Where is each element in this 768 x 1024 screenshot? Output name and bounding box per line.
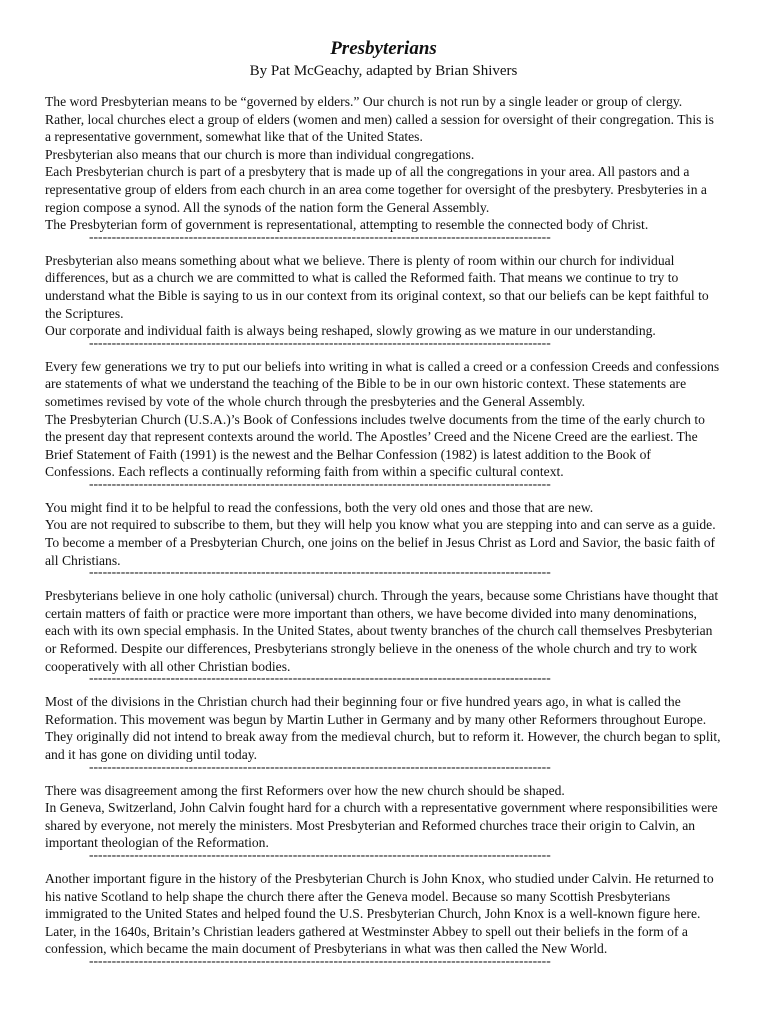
section-divider: ------------------------------------------------------------------------------------------------------ bbox=[89, 564, 551, 580]
paragraph: Presbyterians believe in one holy catholic (universal) church. Through the years, because some Christians have thought that certain matters of faith or practice were more important than others, we have become divided into many denominations, each with its own special emphasis. In the United States, about twenty branches of the church call themselves Presbyterian or Reformed. Despite our differences, Presbyterians strongly believe in the oneness of the whole church and try to work cooperatively with all other Christian bodies. bbox=[45, 588, 719, 674]
document-section bbox=[45, 252, 722, 350]
paragraph: Every few generations we try to put our beliefs into writing in what is called a creed or a confession Creeds and confessions are statements of what we understand the teaching of the Bible to be in our own historic context. These statements are sometimes revised by vote of the whole church through the presbyteries and the General Assembly. bbox=[45, 358, 720, 409]
paragraph: There was disagreement among the first Reformers over how the new church should be shaped. bbox=[45, 782, 565, 798]
paragraph: You might find it to be helpful to read the confessions, both the very old ones and those that are new. bbox=[45, 499, 594, 515]
document-section bbox=[45, 93, 722, 244]
section-divider: ------------------------------------------------------------------------------------------------------ bbox=[89, 334, 551, 350]
document-section bbox=[45, 358, 722, 491]
paragraph: You are not required to subscribe to them, but they will help you know what you are stepping into and can serve as a guide. To become a member of a Presbyterian Church, one joins on the belief in Jesus Christ as Lord and Savior, the basic faith of all Christians. bbox=[45, 517, 716, 568]
section-divider: ------------------------------------------------------------------------------------------------------ bbox=[89, 670, 551, 686]
section-divider: ------------------------------------------------------------------------------------------------------ bbox=[89, 952, 551, 968]
section-divider: ------------------------------------------------------------------------------------------------------ bbox=[89, 758, 551, 774]
document-section bbox=[45, 870, 722, 968]
paragraph: The Presbyterian form of government is representational, attempting to resemble the connected body of Christ. bbox=[45, 217, 649, 233]
document-section bbox=[45, 587, 722, 685]
paragraph: The Presbyterian Church (U.S.A.)’s Book of Confessions includes twelve documents from the time of the early church to the present day that represent contexts around the world. The Apostles’ Creed and the Nicene Creed are the earliest. The Brief Statement of Faith (1991) is the newest and the Belhar Confession (1982) is latest addition to the Book of Confessions. Each reflects a continually reforming faith from within a specific cultural context. bbox=[45, 411, 705, 480]
paragraph: In Geneva, Switzerland, John Calvin fought hard for a church with a representative government where responsibilities were shared by everyone, not merely the ministers. Most Presbyterian and Reformed churches trace their origin to Calvin, an important theologian of the Reformation. bbox=[45, 800, 718, 851]
document-byline: By Pat McGeachy, adapted by Brian Shivers bbox=[249, 63, 518, 79]
paragraph: Another important figure in the history of the Presbyterian Church is John Knox, who studied under Calvin. He returned to his native Scotland to help shape the church there after the Geneva model. Because so many Scottish Presbyterians immigrated to the United States and helped found the U.S. Presbyterian Church, John Knox is a well-known figure here. Later, in the 1640s, Britain’s Christian leaders gathered at Westminster Abbey to spell out their beliefs in the form of a confession, which became the main document of Presbyterians in what was then called the New World. bbox=[45, 870, 714, 957]
paragraph: Presbyterian also means something about what we believe. There is plenty of room within our church for individual differences, but as a church we are committed to what is called the Reformed faith. That means we continue to try to understand what the Bible is saying to us in our context from its original context, so that our beliefs can be kept faithful to the Scriptures. bbox=[45, 252, 709, 321]
document-section bbox=[45, 782, 722, 862]
section-divider: ------------------------------------------------------------------------------------------------------ bbox=[89, 228, 551, 244]
document-section bbox=[45, 499, 722, 579]
paragraph: Our corporate and individual faith is always being reshaped, slowly growing as we mature in our understanding. bbox=[45, 323, 656, 339]
paragraph: Each Presbyterian church is part of a presbytery that is made up of all the congregations in your area. All pastors and a representative group of elders from each church in an area come together for oversight of the presbytery. Presbyteries in a region compose a synod. All the synods of the nation form the General Assembly. bbox=[45, 164, 707, 215]
section-divider: ------------------------------------------------------------------------------------------------------ bbox=[89, 475, 551, 491]
section-divider: ------------------------------------------------------------------------------------------------------ bbox=[89, 846, 551, 862]
document-body bbox=[45, 93, 722, 968]
paragraph: The word Presbyterian means to be “governed by elders.” Our church is not run by a single leader or group of clergy. Rather, local churches elect a group of elders (women and men) called a session for oversight of their congregation. This is a representative government, somewhat like that of the United States. bbox=[45, 94, 714, 145]
document-section bbox=[45, 693, 722, 773]
paragraph: Presbyterian also means that our church is more than individual congregations. bbox=[45, 146, 475, 162]
paragraph: Most of the divisions in the Christian church had their beginning four or five hundred years ago, in what is called the Reformation. This movement was begun by Martin Luther in Germany and by many other Reformers throughout Europe. They originally did not intend to break away from the medieval church, but to reform it. However, the church began to split, and it has gone on dividing until today. bbox=[45, 694, 721, 762]
document-title: Presbyterians bbox=[330, 38, 437, 59]
